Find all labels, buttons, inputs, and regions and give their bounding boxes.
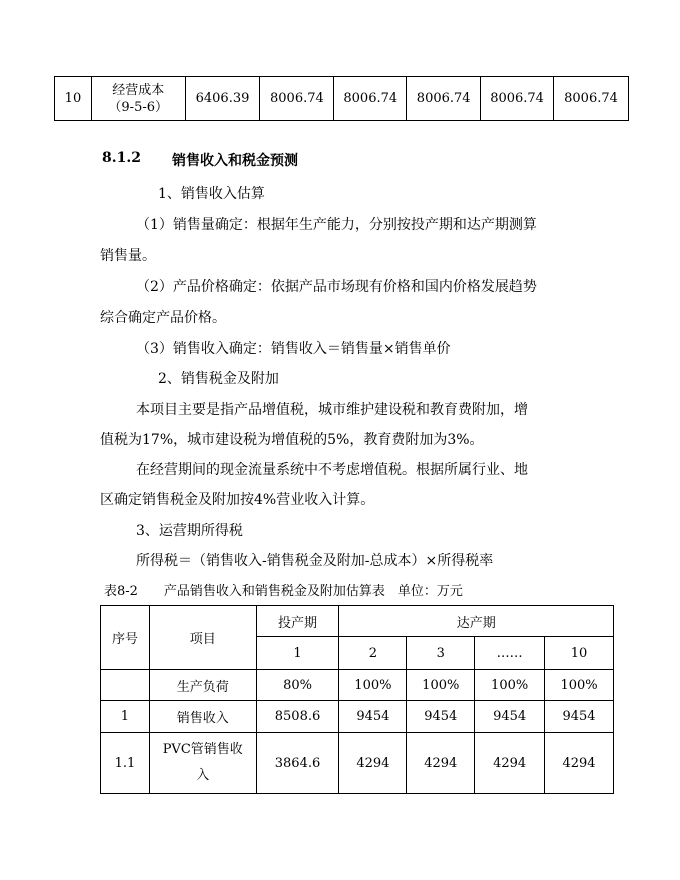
cell-value: 100% <box>545 670 614 701</box>
table-row <box>101 701 614 733</box>
cell-value: 3864.6 <box>256 733 339 794</box>
paragraph-line: 区确定销售税金及附加按4%营业收入计算。 <box>100 492 375 508</box>
cell-value: 6406.39 <box>185 77 260 121</box>
table-row <box>101 670 614 701</box>
cell-value: 9454 <box>545 701 614 733</box>
row-item: 生产负荷 <box>149 670 256 701</box>
cell-value: 8006.74 <box>481 77 554 121</box>
cell-value: 4294 <box>339 733 407 794</box>
header-year: 2 <box>339 637 407 670</box>
row-item <box>91 77 185 121</box>
paragraph-line: 综合确定产品价格。 <box>100 310 226 326</box>
header-phase-startup: 投产期 <box>256 606 339 637</box>
header-year: 3 <box>407 637 475 670</box>
table-caption: 表8-2 产品销售收入和销售税金及附加估算表 单位：万元 <box>104 584 463 599</box>
row-item-line2: （9-5-6） <box>108 99 169 115</box>
section-number: 8.1.2 <box>102 150 141 166</box>
cell-value: 8508.6 <box>256 701 339 733</box>
cell-value: 8006.74 <box>554 77 629 121</box>
paragraph-line: 在经营期间的现金流量系统中不考虑增值税。根据所属行业、地 <box>136 462 528 478</box>
cell-value: 4294 <box>545 733 614 794</box>
row-item-line2: 入 <box>196 768 210 783</box>
header-item: 项目 <box>149 606 256 670</box>
cell-value: 9454 <box>407 701 475 733</box>
row-number: 1.1 <box>101 733 150 794</box>
row-number <box>101 670 150 701</box>
cell-value: 4294 <box>475 733 545 794</box>
header-no: 序号 <box>101 606 150 670</box>
cell-value: 80% <box>256 670 339 701</box>
paragraph-line: 销售量。 <box>100 248 156 264</box>
table-header-row <box>101 606 614 637</box>
subheading-income-tax: 3、运营期所得税 <box>136 523 243 539</box>
table-8-1-fragment <box>54 76 629 121</box>
paragraph-line: 值税为17%，城市建设税为增值税的5%，教育费附加为3%。 <box>100 432 484 448</box>
header-year: 10 <box>545 637 614 670</box>
cell-value: 8006.74 <box>260 77 334 121</box>
header-year: …… <box>475 637 545 670</box>
paragraph-line: （3）销售收入确定：销售收入＝销售量×销售单价 <box>136 341 451 357</box>
paragraph-line: 本项目主要是指产品增值税，城市维护建设税和教育费附加，增 <box>136 402 528 418</box>
paragraph-line: 所得税＝（销售收入-销售税金及附加-总成本）×所得税率 <box>136 553 494 569</box>
subheading-sales-tax: 2、销售税金及附加 <box>158 371 279 387</box>
section-title: 销售收入和税金预测 <box>172 153 298 169</box>
cell-value: 8006.74 <box>334 77 407 121</box>
cell-value: 100% <box>475 670 545 701</box>
row-item: 销售收入 <box>149 701 256 733</box>
table-row <box>55 77 629 121</box>
header-phase-full: 达产期 <box>339 606 614 637</box>
cell-value: 8006.74 <box>407 77 481 121</box>
row-item-line1: PVC管销售收 <box>162 742 243 757</box>
cell-value: 100% <box>407 670 475 701</box>
row-number: 10 <box>55 77 92 121</box>
paragraph-line: （1）销售量确定：根据年生产能力，分别按投产期和达产期测算 <box>136 217 537 233</box>
cell-value: 4294 <box>407 733 475 794</box>
header-year: 1 <box>256 637 339 670</box>
cell-value: 9454 <box>475 701 545 733</box>
subheading-sales-estimate: 1、销售收入估算 <box>158 186 265 202</box>
paragraph-line: （2）产品价格确定：依据产品市场现有价格和国内价格发展趋势 <box>136 279 537 295</box>
row-number: 1 <box>101 701 150 733</box>
row-item <box>149 733 256 794</box>
cell-value: 100% <box>339 670 407 701</box>
table-8-2 <box>100 605 614 794</box>
cell-value: 9454 <box>339 701 407 733</box>
row-item-line1: 经营成本 <box>112 82 165 98</box>
table-row <box>101 733 614 794</box>
